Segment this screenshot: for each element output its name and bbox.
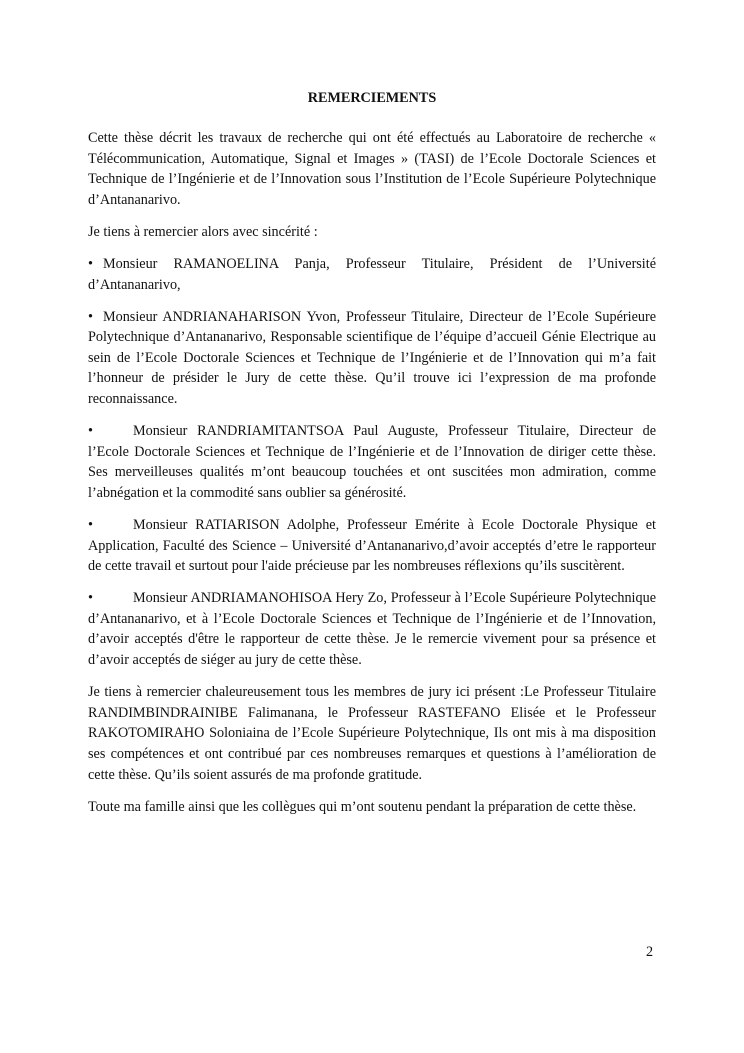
bullet-item: [88, 588, 656, 670]
page-number: 2: [646, 944, 654, 960]
bullet-text: Monsieur ANDRIAMANOHISOA Hery Zo, Professeur à l’Ecole Supérieure Polytechnique d’Antananarivo, et à l’Ecole Doctorale Sciences et Technique de l’Ingénierie et de l’Innovation, d’avoir acceptés d'être le rapporteur de cette thèse. Je le remercie vivement pour sa présence et d’avoir acceptés de siéger au jury de cette thèse.: [88, 590, 656, 669]
thanks-intro-paragraph: Je tiens à remercier alors avec sincérité :: [88, 223, 318, 240]
bullet-text: Monsieur RANDRIAMITANTSOA Paul Auguste, Professeur Titulaire, Directeur de l’Ecole Doctorale Sciences et Technique de l’Ingénierie et de l’Innovation de diriger cette thèse. Ses merveilleuses qualités m’ont beaucoup touchées et ont suscitées mon admiration, comme l’abnégation et la commodité sans oublier sa générosité.: [88, 423, 656, 501]
intro-paragraph: Cette thèse décrit les travaux de recherche qui ont été effectués au Laboratoire de recherche « Télécommunication, Automatique, Signal et Images » (TASI) de l’Ecole Doctorale Sciences et Technique de l’Ingénierie et de l’Innovation sous l’Institution de l’Ecole Supérieure Polytechnique d’Antananarivo.: [88, 130, 656, 208]
bullet-symbol: •: [88, 255, 93, 272]
bullet-item: [88, 421, 656, 503]
bullet-item: [88, 307, 656, 410]
document-page: [88, 88, 656, 829]
bullet-item: [88, 254, 656, 295]
bullet-text: Monsieur RATIARISON Adolphe, Professeur Emérite à Ecole Doctorale Physique et Application, Faculté des Science – Université d’Antananarivo,d’avoir acceptés d’etre le rapporteur de cette travail et surtout pour l'aide précieuse par les nombreuses réflexions qu’ils suscitèrent.: [88, 517, 656, 575]
family-thanks-paragraph: Toute ma famille ainsi que les collègues qui m’ont soutenu pendant la préparation de cette thèse.: [88, 798, 637, 815]
jury-thanks-paragraph: Je tiens à remercier chaleureusement tous les membres de jury ici présent :Le Professeur Titulaire RANDIMBINDRAINIBE Falimanana, le Professeur RASTEFANO Elisée et le Professeur RAKOTOMIRAHO Soloniaina de l’Ecole Supérieure Polytechnique, Ils ont mis à ma disposition ses compétences et ont contribué par ces nombreuses remarques et questions à l’amélioration de cette thèse. Qu’ils soient assurés de ma profonde gratitude.: [88, 684, 656, 783]
bullet-symbol: •: [88, 590, 93, 607]
bullet-item: [88, 515, 656, 577]
bullet-text: Monsieur ANDRIANAHARISON Yvon, Professeur Titulaire, Directeur de l’Ecole Supérieure Polytechnique d’Antananarivo, Responsable scientifique de l’équipe d’accueil Génie Electrique au sein de l’Ecole Doctorale Sciences et Technique de l’Ingénierie et de l’Innovation qui m’a fait l’honneur de présider le Jury de cette thèse. Qu’il trouve ici l’expression de ma profonde reconnaissance.: [88, 308, 656, 408]
bullet-text: Monsieur RAMANOELINA Panja, Professeur Titulaire, Président de l’Université d’Antananarivo,: [88, 255, 656, 293]
page-title: REMERCIEMENTS: [307, 90, 437, 106]
bullet-symbol: •: [88, 308, 93, 325]
bullet-symbol: •: [88, 423, 93, 440]
bullet-symbol: •: [88, 517, 93, 533]
